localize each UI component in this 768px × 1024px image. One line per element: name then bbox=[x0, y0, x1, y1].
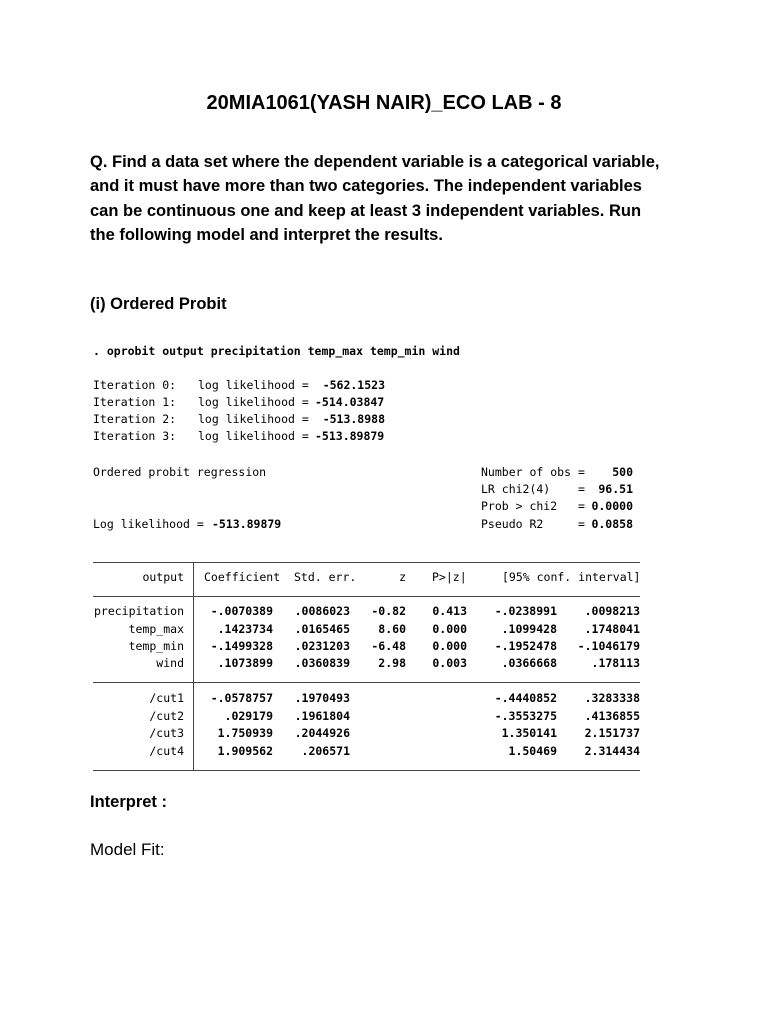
stat-eq: = bbox=[578, 482, 585, 496]
iteration-ll-label: log likelihood = bbox=[198, 378, 309, 392]
cell-ci-low: 1.50469 bbox=[508, 744, 557, 758]
question-text: Q. Find a data set where the dependent variable is a categorical variable, and it must have more than two categories. The independent variables can be continuous one and keep at least 3 independent variables. Run the following model and interpret the results. bbox=[90, 153, 660, 244]
cell-coef: .1073899 bbox=[217, 656, 273, 670]
cell-z: -0.82 bbox=[371, 604, 406, 618]
interpret-heading: Interpret : bbox=[90, 793, 168, 811]
row-label: wind bbox=[156, 656, 184, 670]
table-column-divider bbox=[193, 562, 194, 770]
cell-ci-low: .0366668 bbox=[501, 656, 557, 670]
stat-value: 0.0858 bbox=[591, 517, 633, 531]
stat-label: Prob > chi2 bbox=[481, 499, 558, 513]
cell-z: 8.60 bbox=[378, 622, 406, 636]
iteration-label: Iteration 2: bbox=[93, 412, 177, 426]
cell-se: .2044926 bbox=[294, 726, 350, 740]
stat-label: LR chi2(4) bbox=[481, 482, 551, 496]
stat-eq: = bbox=[578, 465, 585, 479]
stat-label: Number of obs bbox=[481, 465, 572, 479]
cell-z: 2.98 bbox=[378, 656, 406, 670]
row-label: /cut2 bbox=[149, 709, 184, 723]
cell-ci-low: -.3553275 bbox=[494, 709, 557, 723]
cell-coef: .029179 bbox=[224, 709, 273, 723]
cell-coef: -.0070389 bbox=[210, 604, 273, 618]
cell-ci-high: 2.151737 bbox=[584, 726, 640, 740]
cell-coef: .1423734 bbox=[217, 622, 273, 636]
header-cell: output bbox=[142, 570, 184, 584]
stat-eq: = bbox=[578, 499, 585, 513]
table-bottom-rule bbox=[93, 770, 640, 771]
iteration-label: Iteration 3: bbox=[93, 429, 177, 443]
cell-se: .0231203 bbox=[294, 639, 350, 653]
header-cell: Coefficient bbox=[204, 570, 281, 584]
cell-se: .0165465 bbox=[294, 622, 350, 636]
cell-z: -6.48 bbox=[371, 639, 406, 653]
stat-value: 0.0000 bbox=[591, 499, 633, 513]
table-top-rule bbox=[93, 562, 640, 563]
cell-ci-low: 1.350141 bbox=[501, 726, 557, 740]
cell-se: .0086023 bbox=[294, 604, 350, 618]
row-label: /cut4 bbox=[149, 744, 184, 758]
cell-ci-low: -.4440852 bbox=[494, 691, 557, 705]
header-rule bbox=[93, 596, 640, 597]
header-cell: P>|z| bbox=[432, 570, 467, 584]
iteration-ll-label: log likelihood = bbox=[198, 412, 309, 426]
iteration-value: -514.03847 bbox=[315, 395, 385, 409]
iteration-value: -513.89879 bbox=[315, 429, 385, 443]
stat-eq: = bbox=[578, 517, 585, 531]
cell-se: .0360839 bbox=[294, 656, 350, 670]
loglik-value: -513.89879 bbox=[212, 517, 282, 531]
model-fit-label: Model Fit: bbox=[90, 840, 165, 859]
cell-p: 0.003 bbox=[432, 656, 467, 670]
model-name: Ordered probit regression bbox=[93, 465, 267, 479]
cell-ci-low: -.0238991 bbox=[494, 604, 557, 618]
iteration-ll-label: log likelihood = bbox=[198, 395, 309, 409]
header-cell: Std. err. bbox=[294, 570, 357, 584]
cell-coef: 1.909562 bbox=[217, 744, 273, 758]
cell-ci-high: 2.314434 bbox=[584, 744, 640, 758]
cell-p: 0.000 bbox=[432, 622, 467, 636]
iteration-label: Iteration 1: bbox=[93, 395, 177, 409]
stata-command: . oprobit output precipitation temp_max temp_min wind bbox=[93, 344, 460, 358]
cell-se: .1970493 bbox=[294, 691, 350, 705]
cell-ci-low: .1099428 bbox=[501, 622, 557, 636]
stat-value: 96.51 bbox=[598, 482, 633, 496]
section-title: (i) Ordered Probit bbox=[90, 295, 227, 313]
cell-ci-low: -.1952478 bbox=[494, 639, 557, 653]
cell-ci-high: .1748041 bbox=[584, 622, 640, 636]
cell-ci-high: .178113 bbox=[591, 656, 640, 670]
iteration-ll-label: log likelihood = bbox=[198, 429, 309, 443]
row-label: /cut3 bbox=[149, 726, 184, 740]
cell-coef: 1.750939 bbox=[217, 726, 273, 740]
cell-ci-high: .4136855 bbox=[584, 709, 640, 723]
cell-ci-high: -.1046179 bbox=[577, 639, 640, 653]
cell-p: 0.000 bbox=[432, 639, 467, 653]
loglik-label: Log likelihood = bbox=[93, 517, 204, 531]
cell-coef: -.1499328 bbox=[210, 639, 273, 653]
cell-se: .1961804 bbox=[294, 709, 350, 723]
header-cell: z bbox=[399, 570, 406, 584]
iteration-value: -513.8988 bbox=[322, 412, 385, 426]
row-label: temp_min bbox=[128, 639, 184, 653]
stat-value: 500 bbox=[612, 465, 633, 479]
cell-coef: -.0578757 bbox=[210, 691, 273, 705]
cell-se: .206571 bbox=[301, 744, 350, 758]
iteration-label: Iteration 0: bbox=[93, 378, 177, 392]
row-label: /cut1 bbox=[149, 691, 184, 705]
document-title: 20MIA1061(YASH NAIR)_ECO LAB - 8 bbox=[206, 92, 562, 114]
header-cell: [95% conf. interval] bbox=[502, 570, 641, 584]
cell-ci-high: .3283338 bbox=[584, 691, 640, 705]
section-rule bbox=[93, 682, 640, 683]
iteration-value: -562.1523 bbox=[322, 378, 385, 392]
row-label: temp_max bbox=[128, 622, 184, 636]
cell-p: 0.413 bbox=[432, 604, 467, 618]
cell-ci-high: .0098213 bbox=[584, 604, 640, 618]
stat-label: Pseudo R2 bbox=[481, 517, 544, 531]
row-label: precipitation bbox=[93, 604, 184, 618]
